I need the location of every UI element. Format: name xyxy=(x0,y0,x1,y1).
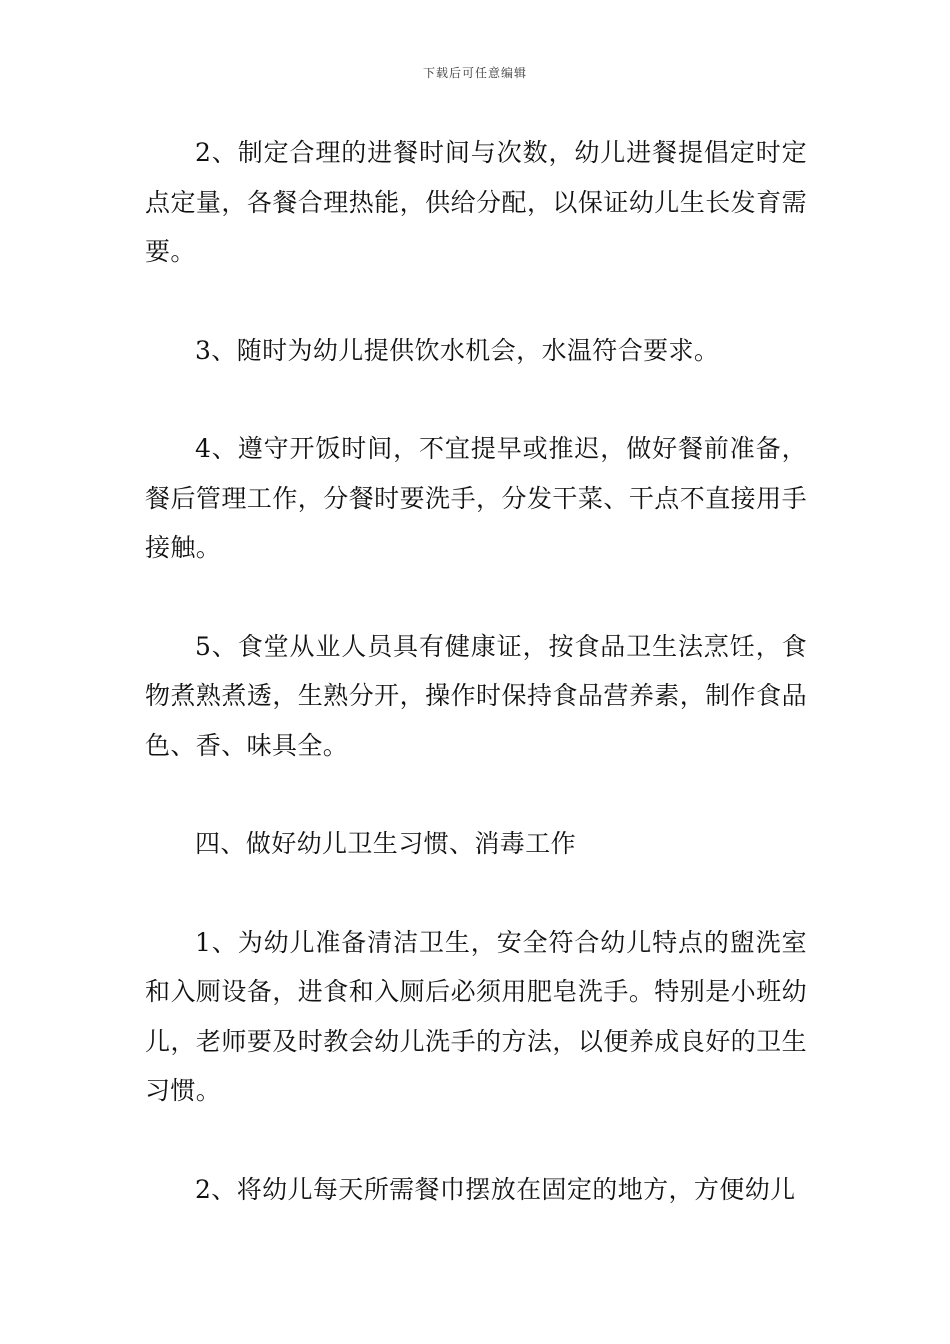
paragraph-gap xyxy=(145,1116,807,1165)
document-body xyxy=(145,128,807,1214)
paragraph-meal-times: 2、制定合理的进餐时间与次数，幼儿进餐提倡定时定点定量，各餐合理热能，供给分配，以保证幼儿生长发育需要。 xyxy=(145,138,807,266)
paragraph-gap xyxy=(145,375,807,424)
paragraph-gap xyxy=(145,277,807,326)
paragraph-gap xyxy=(145,770,807,819)
paragraph-drinking-water: 3、随时为幼儿提供饮水机会，水温符合要求。 xyxy=(195,335,720,365)
paragraph-washroom: 1、为幼儿准备清洁卫生，安全符合幼儿特点的盥洗室和入厕设备，进食和入厕后必须用肥皂洗手。特别是小班幼儿，老师要及时教会幼儿洗手的方法，以便养成良好的卫生习惯。 xyxy=(145,927,807,1105)
section-heading-hygiene: 四、做好幼儿卫生习惯、消毒工作 xyxy=(195,829,577,858)
paragraph-canteen-staff: 5、食堂从业人员具有健康证，按食品卫生法烹饪，食物煮熟煮透，生熟分开，操作时保持食品营养素，制作食品色、香、味具全。 xyxy=(145,631,807,760)
paragraph-napkins: 2、将幼儿每天所需餐巾摆放在固定的地方，方便幼儿 xyxy=(195,1174,796,1204)
paragraph-gap xyxy=(145,573,807,622)
paragraph-gap xyxy=(145,869,807,918)
paragraph-meal-schedule: 4、遵守开饭时间，不宜提早或推迟，做好餐前准备，餐后管理工作，分餐时要洗手，分发干菜、干点不直接用手接触。 xyxy=(145,434,807,562)
page-header: 下载后可任意编辑 xyxy=(422,66,527,80)
